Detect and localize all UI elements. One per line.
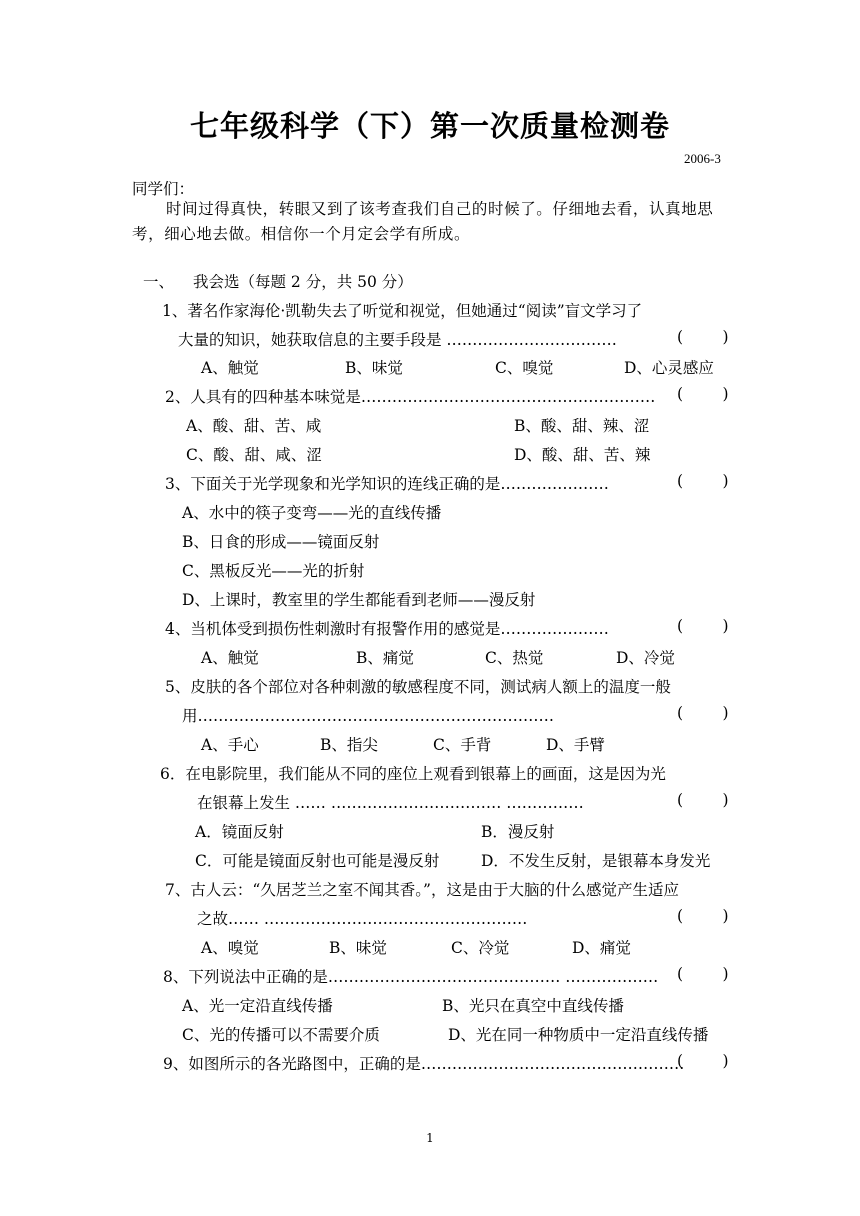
exam-date: 2006-3 [684,151,721,166]
question-5-text: 5、皮肤的各个部位对各种刺激的敏感程度不同，测试病人额上的温度一般 [165,678,671,696]
q4-option-c: C、热觉 [485,649,544,667]
q8-option-c: C、光的传播可以不需要介质 [182,1026,380,1044]
q4-option-b: B、痛觉 [356,649,414,667]
answer-blank-8[interactable]: ( ) [677,965,729,983]
answer-blank-7[interactable]: ( ) [677,907,729,925]
answer-blank-2[interactable]: ( ) [677,385,729,403]
q8-option-d: D、光在同一种物质中一定沿直线传播 [448,1026,709,1044]
q5-option-b: B、指尖 [320,736,378,754]
question-5-text-cont: 用…………………………………………………………… [182,707,555,725]
answer-blank-6[interactable]: ( ) [677,791,729,809]
q1-option-a: A、触觉 [201,359,259,377]
document-title: 七年级科学（下）第一次质量检测卷 [189,109,670,143]
q7-option-c: C、冷觉 [451,939,510,957]
q5-option-c: C、手背 [433,736,492,754]
answer-blank-5[interactable]: ( ) [677,704,729,722]
q6-option-a: A．镜面反射 [195,823,284,841]
q6-option-b: B．漫反射 [481,823,555,841]
q8-option-a: A、光一定沿直线传播 [182,997,333,1015]
q3-option-b: B、日食的形成——镜面反射 [182,533,380,551]
q2-option-c: C、酸、甜、咸、涩 [186,446,322,464]
question-2-text: 2、人具有的四种基本味觉是………………………………………………… [165,388,656,406]
q2-option-a: A、酸、甜、苦、咸 [186,417,322,435]
question-7-text: 7、古人云：“久居芝兰之室不闻其香。”，这是由于大脑的什么感觉产生适应 [165,881,679,899]
section-label: 我会选（每题 2 分，共 50 分） [193,273,413,291]
answer-blank-1[interactable]: ( ) [677,328,729,346]
question-6-text: 6．在电影院里，我们能从不同的座位上观看到银幕上的画面，这是因为光 [160,765,666,783]
question-3-text: 3、下面关于光学现象和光学知识的连线正确的是………………… [165,475,609,493]
q1-option-b: B、味觉 [345,359,403,377]
q3-option-c: C、黑板反光——光的折射 [182,562,365,580]
page-number: 1 [426,1131,434,1145]
question-1-text-cont: 大量的知识，她获取信息的主要手段是 …………………………… [178,331,617,349]
question-1-text: 1、著名作家海伦·凯勒失去了听觉和视觉，但她通过“阅读”盲文学习了 [162,302,643,320]
q7-option-a: A、嗅觉 [201,939,259,957]
intro-paragraph: 时间过得真快，转眼又到了该考查我们自己的时候了。仔细地去看，认真地思考，细心地去做。相信你一个月定会学有所成。 [132,200,714,243]
q4-option-a: A、触觉 [201,649,259,667]
q2-option-d: D、酸、甜、苦、辣 [514,446,651,464]
question-9-text: 9、如图所示的各光路图中，正确的是…………………………………………… [163,1055,685,1073]
question-7-text-cont: 之故…… …………………………………………… [197,910,528,928]
question-8-text: 8、下列说法中正确的是……………………………………… ……………… [163,968,659,986]
q1-option-d: D、心灵感应 [624,359,714,377]
q5-option-a: A、手心 [201,736,259,754]
q3-option-a: A、水中的筷子变弯——光的直线传播 [182,504,442,522]
greeting: 同学们： [132,180,195,198]
section-heading [143,270,413,292]
q8-option-b: B、光只在真空中直线传播 [442,997,624,1015]
q1-option-c: C、嗅觉 [495,359,554,377]
q2-option-b: B、酸、甜、辣、涩 [514,417,650,435]
q7-option-b: B、味觉 [329,939,387,957]
q4-option-d: D、冷觉 [616,649,675,667]
q3-option-d: D、上课时，教室里的学生都能看到老师——漫反射 [182,591,536,609]
answer-blank-9[interactable]: ( ) [677,1052,729,1070]
q7-option-d: D、痛觉 [572,939,631,957]
answer-blank-4[interactable]: ( ) [677,617,729,635]
question-4-text: 4、当机体受到损伤性刺激时有报警作用的感觉是………………… [165,620,609,638]
q5-option-d: D、手臂 [546,736,605,754]
section-number: 一、 [143,273,175,291]
q6-option-d: D．不发生反射，是银幕本身发光 [481,852,711,870]
answer-blank-3[interactable]: ( ) [677,472,729,490]
question-6-text-cont: 在银幕上发生 …… …………………………… …………… [197,794,584,812]
q6-option-c: C．可能是镜面反射也可能是漫反射 [195,852,440,870]
